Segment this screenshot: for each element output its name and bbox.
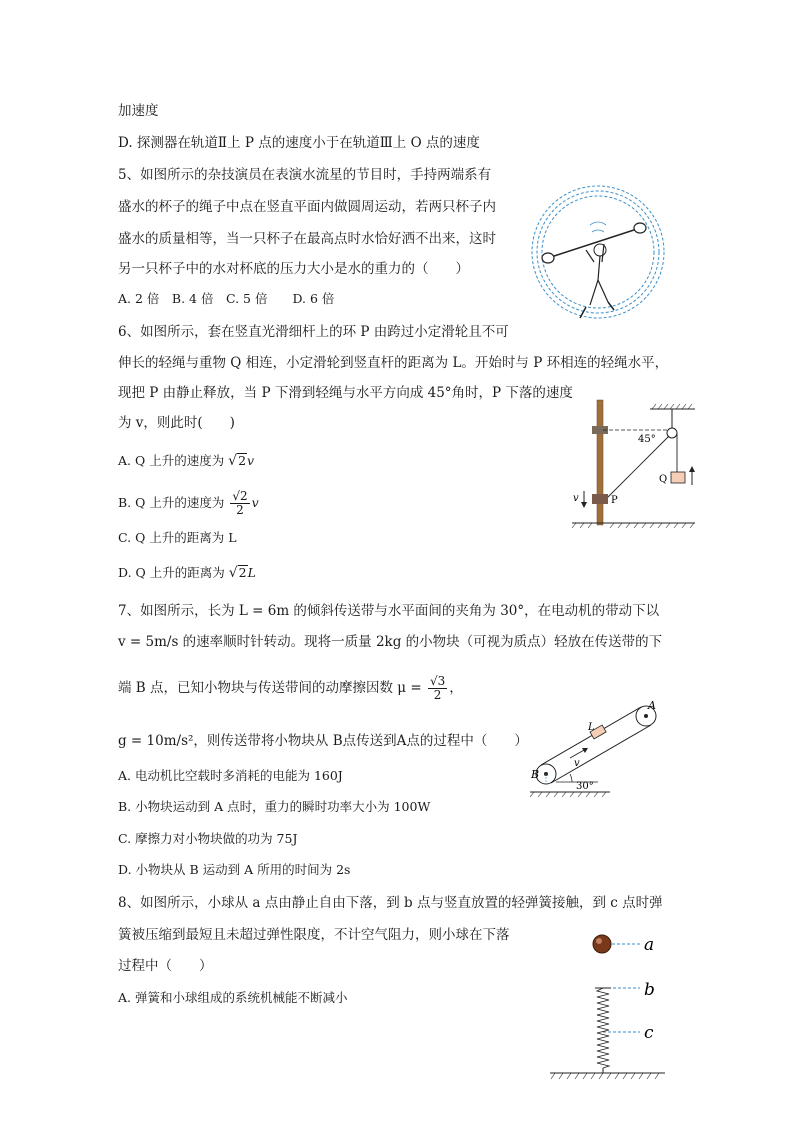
q7-l-label: L (588, 722, 595, 733)
q7-option-d: D. 小物块从 B 运动到 A 所用的时间为 2s (118, 862, 351, 877)
q8-c-label: c (644, 1023, 654, 1043)
q6-stem-line-3: 现把 P 由静止释放，当 P 下滑到轻绳与水平方向成 45°角时，P 下落的速度 (118, 385, 573, 401)
q7-stem-line-3: 端 B 点，已知小物块与传送带间的动摩擦因数 μ = $\frac{√3}{2}$ ， (118, 674, 463, 702)
q5-stem-line-2: 盛水的杯子的绳子中点在竖直平面内做圆周运动，若两只杯子内 (118, 199, 496, 215)
q6-p-label: P (611, 495, 618, 506)
q6-q-label: Q (659, 474, 668, 485)
q7-option-c: C. 摩擦力对小物块做的功为 75J (118, 831, 298, 846)
q6-v-label: v (573, 493, 579, 504)
q5-stem-line-3: 盛水的质量相等，当一只杯子在最高点时水恰好洒不出来，这时 (118, 231, 496, 247)
q7-stem-line-4: g = 10m/s²，则传送带将小物块从 B点传送到A点的过程中（ ） (118, 733, 528, 749)
q7-angle-label: 30° (576, 781, 594, 792)
q8-stem-line-3: 过程中（ ） (118, 958, 213, 974)
q6-stem-line-1: 6、如图所示，套在竖直光滑细杆上的环 P 由跨过小定滑轮且不可 (118, 324, 509, 340)
q4-option-d: D. 探测器在轨道Ⅱ上 P 点的速度小于在轨道Ⅲ上 O 点的速度 (118, 135, 480, 151)
q6-option-c: C. Q 上升的距离为 L (118, 530, 237, 545)
q5-water-meteor-figure (530, 180, 670, 325)
q7-conveyor-figure (530, 700, 670, 800)
q8-stem-line-1: 8、如图所示，小球从 a 点由静止自由下落，到 b 点与竖直放置的轻弹簧接触，到 c 点时弹 (118, 895, 663, 911)
q5-options: A. 2 倍 B. 4 倍 C. 5 倍 D. 6 倍 (118, 291, 335, 306)
q6-stem-line-4: 为 v，则此时( ) (118, 415, 235, 431)
q5-stem-line-1: 5、如图所示的杂技演员在表演水流星的节目时，手持两端系有 (118, 167, 492, 183)
line-continuation: 加速度 (118, 103, 159, 119)
q8-stem-line-2: 簧被压缩到最短且未超过弹性限度，不计空气阻力，则小球在下落 (118, 927, 510, 943)
q6-option-d: D. Q 上升的距离为 √2L (118, 565, 256, 581)
q7-stem-line-2: v = 5m/s 的速率顺时针转动。现将一质量 2kg 的小物块（可视为质点）轻放在传送带的下 (118, 634, 663, 650)
q8-b-label: b (644, 980, 655, 1000)
q8-option-a: A. 弹簧和小球组成的系统机械能不断减小 (118, 990, 348, 1005)
q7-stem-line-1: 7、如图所示，长为 L = 6m 的倾斜传送带与水平面间的夹角为 30°，在电动机的带动下以 (118, 603, 660, 619)
q6-pulley-figure (570, 395, 700, 530)
q6-stem-line-2: 伸长的轻绳与重物 Q 相连，小定滑轮到竖直杆的距离为 L。开始时与 P 环相连的轻绳水平， (118, 355, 669, 371)
q7-b-label: B (531, 768, 540, 781)
q6-option-a: A. Q 上升的速度为 √2v (118, 453, 255, 469)
q7-option-b: B. 小物块运动到 A 点时，重力的瞬时功率大小为 100W (118, 799, 431, 814)
q8-spring-figure (545, 925, 670, 1085)
q6-option-b: B. Q 上升的速度为 $\frac{√2}{2}$ v (118, 489, 259, 517)
q7-v-label: v (574, 758, 580, 769)
q8-a-label: a (644, 935, 655, 955)
q5-stem-line-4: 另一只杯子中的水对杯底的压力大小是水的重力的（ ） (118, 261, 469, 277)
q7-option-a: A. 电动机比空载时多消耗的电能为 160J (118, 768, 343, 783)
q6-angle-label: 45° (638, 434, 656, 445)
q7-a-label: A (648, 700, 656, 712)
